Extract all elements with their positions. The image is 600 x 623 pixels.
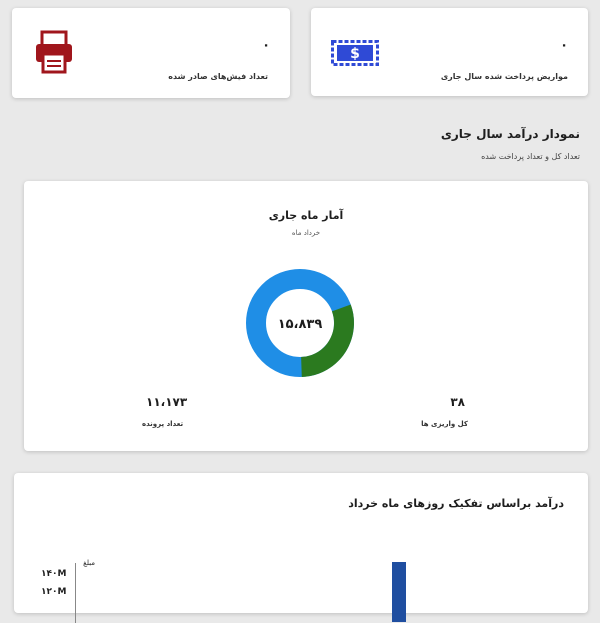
section-subtitle: تعداد کل و تعداد پرداخت شده <box>481 152 580 161</box>
case-count-value: ۱۱،۱۷۳ <box>146 395 188 409</box>
total-deposits-label: کل واریزی ها <box>421 420 468 428</box>
svg-text:$: $ <box>350 46 360 62</box>
receipts-label: تعداد فیش‌های صادر شده <box>168 72 268 81</box>
month-stats-card <box>24 181 588 451</box>
y-tick-label: ۱۲۰M <box>41 587 67 597</box>
printer-icon <box>34 30 74 74</box>
total-deposits-value: ۳۸ <box>450 395 465 409</box>
revenue-bar[interactable] <box>392 562 406 622</box>
donut-center-value: ۱۵،۸۳۹ <box>277 317 323 332</box>
daily-revenue-title: درآمد براساس تفکیک روزهای ماه خرداد <box>348 497 564 510</box>
section-title: نمودار درآمد سال جاری <box>440 127 580 141</box>
receipts-count: ۰ <box>262 38 270 53</box>
month-stats-title: آمار ماه جاری <box>268 209 344 222</box>
month-stats-subtitle: خرداد ماه <box>291 229 321 237</box>
payments-label: مواریض پرداخت شده سال جاری <box>440 72 568 81</box>
payments-card <box>311 8 588 96</box>
daily-revenue-card <box>14 473 588 613</box>
donut-chart <box>245 268 355 378</box>
y-tick-label: ۱۴۰M <box>41 569 67 579</box>
y-axis-title: مبلغ <box>83 559 95 567</box>
y-axis-line <box>75 563 76 623</box>
case-count-label: تعداد پرونده <box>142 420 184 428</box>
payments-count: ۰ <box>560 38 568 53</box>
money-icon <box>331 40 379 66</box>
receipts-card <box>12 8 290 98</box>
